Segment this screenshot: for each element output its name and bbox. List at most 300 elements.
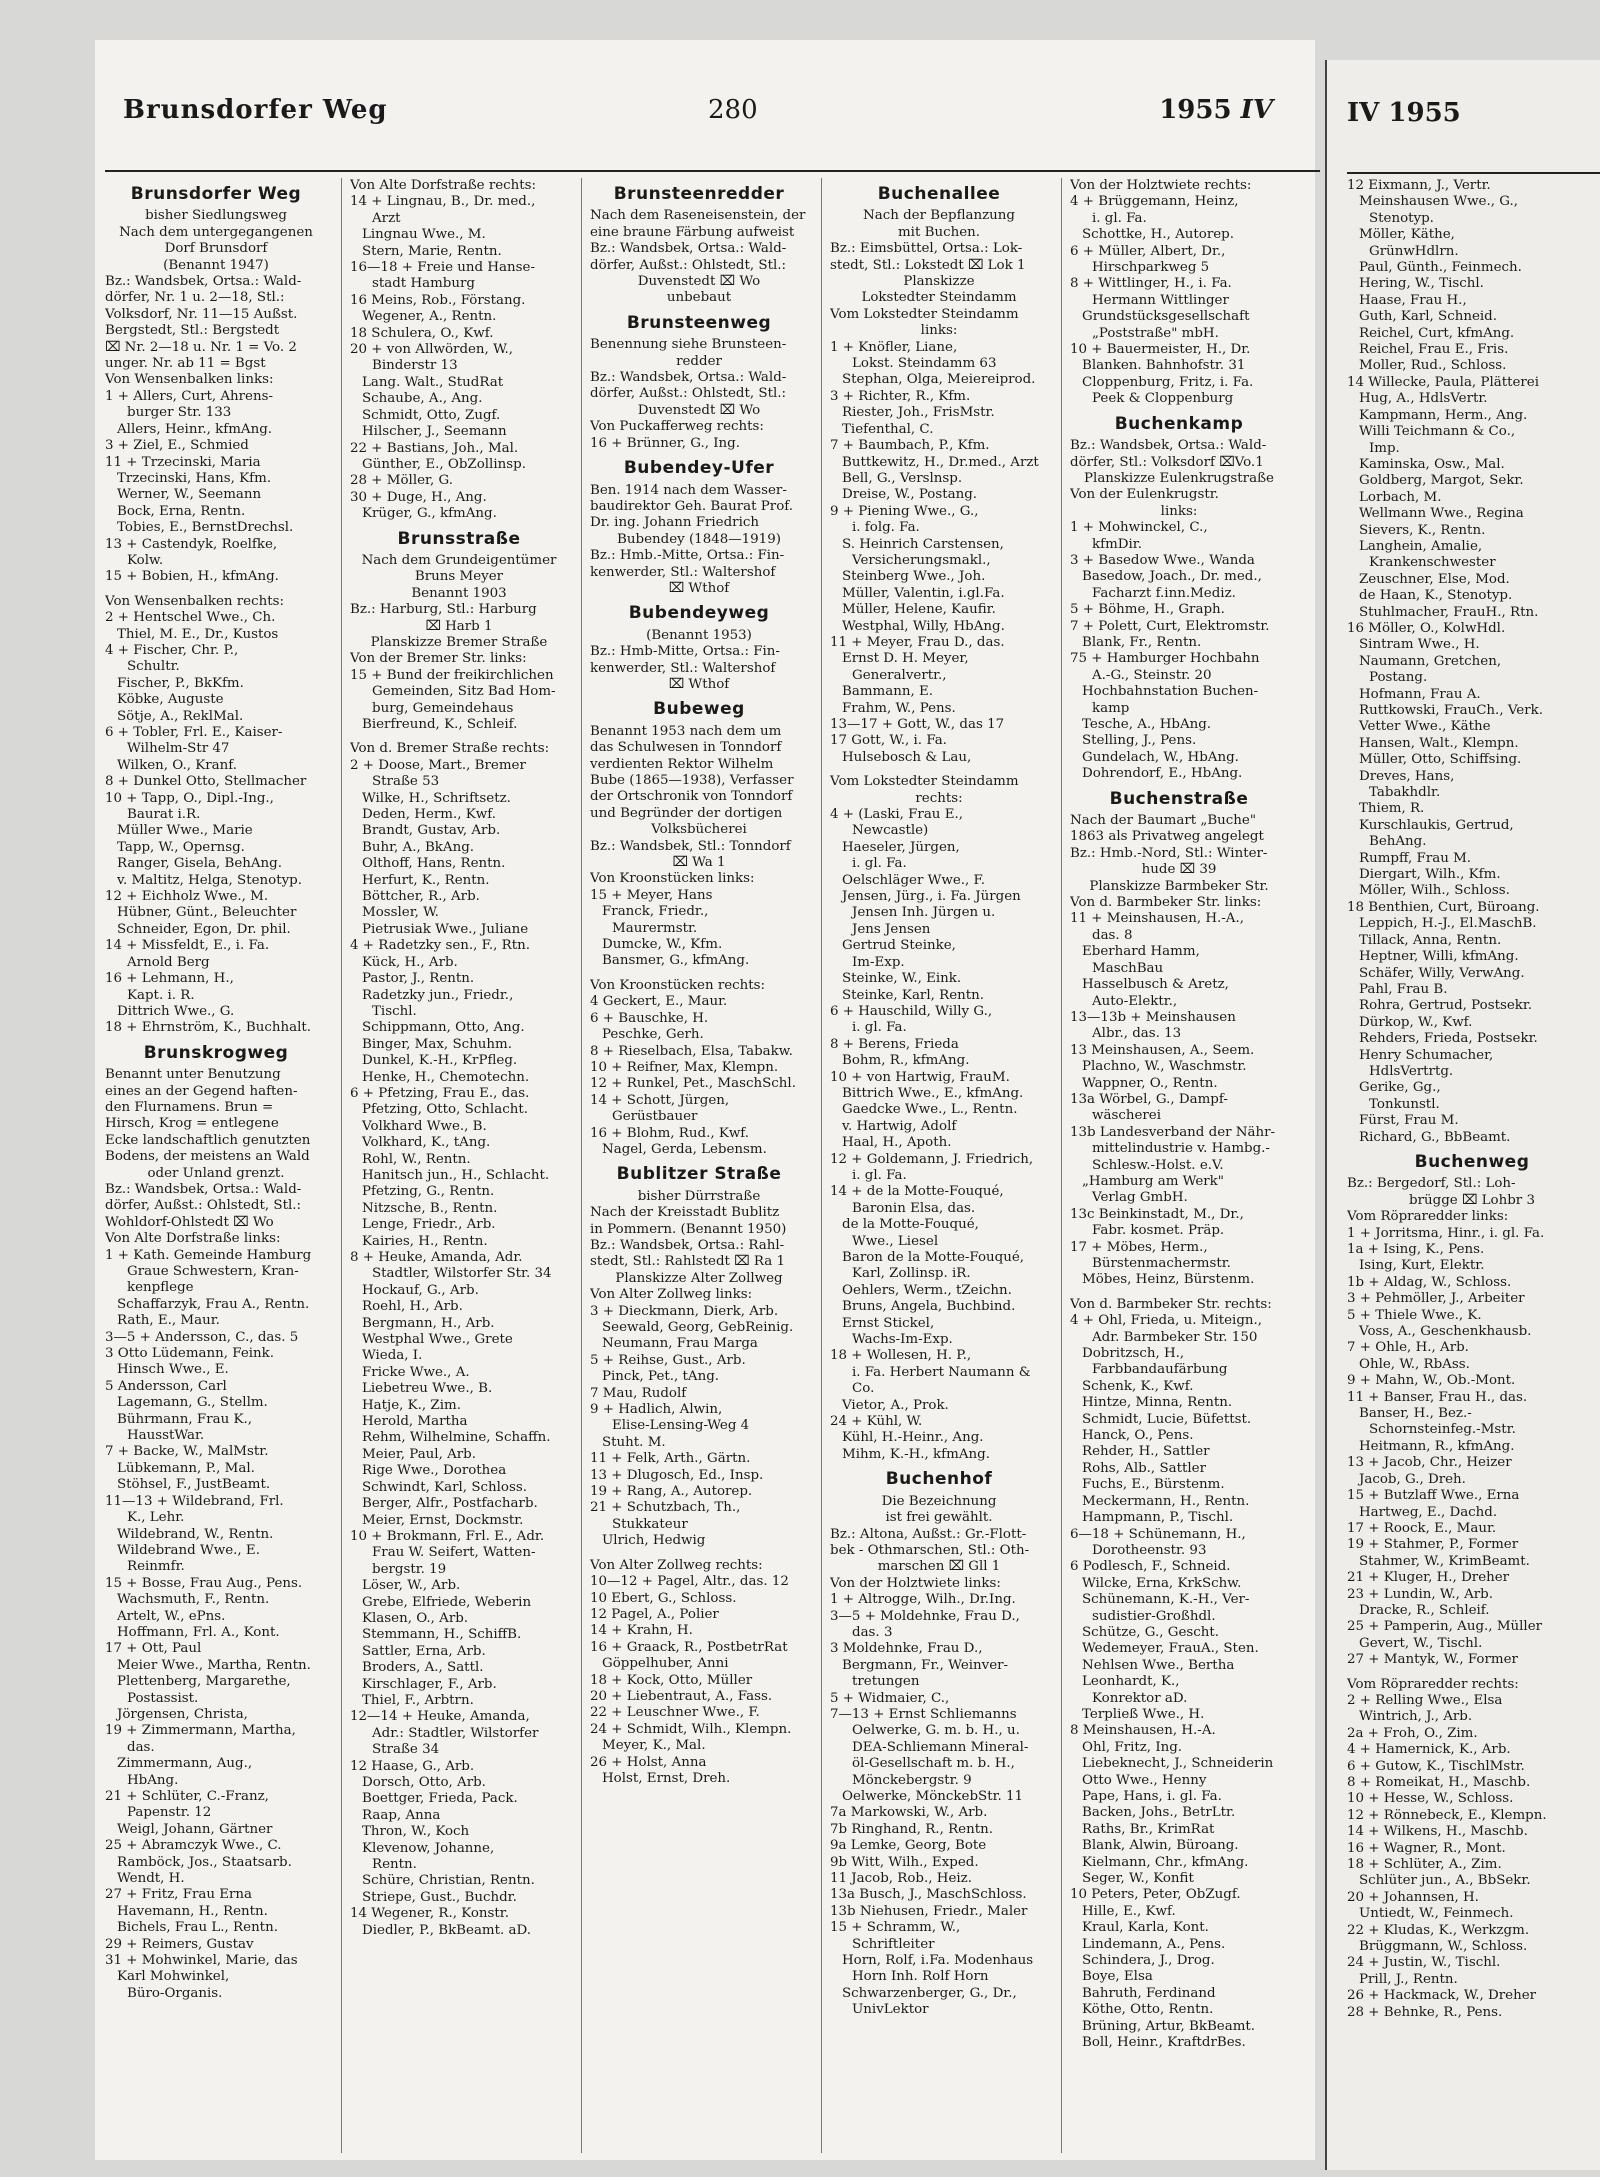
- directory-entry: das.: [127, 1739, 155, 1755]
- street-note: links:: [1160, 503, 1198, 519]
- directory-entry: Stöhsel, F., JustBeamt.: [117, 1477, 271, 1493]
- directory-entry: Schornsteinfeg.-Mstr.: [1369, 1422, 1516, 1438]
- directory-entry: 19 + Stahmer, P., Former: [1347, 1537, 1519, 1553]
- directory-entry: Von Alter Zollweg links:: [590, 1287, 753, 1303]
- directory-entry: Meier, Ernst, Dockmstr.: [362, 1512, 524, 1528]
- directory-entry: 5 + Thiele Wwe., K.: [1347, 1307, 1482, 1323]
- directory-entry: Schlüter jun., A., BbSekr.: [1359, 1873, 1531, 1889]
- directory-entry: Schütze, G., Gescht.: [1082, 1624, 1220, 1640]
- directory-entry: Hatje, K., Zim.: [362, 1397, 461, 1413]
- directory-entry: 9a Lemke, Georg, Bote: [830, 1838, 987, 1854]
- directory-entry: 15 + Bobien, H., kfmAng.: [105, 569, 279, 585]
- directory-entry: Vom Röpraredder rechts:: [1347, 1676, 1519, 1692]
- column-3: [581, 178, 808, 2153]
- directory-entry: Westphal, Willy, HbAng.: [842, 618, 1005, 634]
- directory-entry: Karl, Zollinsp. iR.: [852, 1266, 971, 1282]
- directory-entry: 7b Ringhand, R., Rentn.: [830, 1821, 993, 1837]
- directory-entry: Ben. 1914 nach dem Wasser-: [590, 482, 787, 498]
- directory-entry: Oehlers, Werm., tZeichn.: [842, 1282, 1012, 1298]
- street-note: Planskizze Alter Zollweg: [615, 1270, 783, 1286]
- directory-entry: 31 + Mohwinkel, Marie, das: [105, 1953, 298, 1969]
- directory-entry: Von Alte Dorfstraße rechts:: [350, 178, 537, 193]
- directory-entry: Wintrich, J., Arb.: [1359, 1709, 1473, 1725]
- directory-entry: öl-Gesellschaft m. b. H.,: [852, 1756, 1015, 1772]
- directory-entry: Gevert, W., Tischl.: [1359, 1635, 1483, 1651]
- directory-entry: Günther, E., ObZollinsp.: [362, 456, 526, 472]
- directory-entry: 9 + Piening Wwe., G.,: [830, 503, 979, 519]
- directory-entry: kenwerder, Stl.: Waltershof: [590, 660, 776, 676]
- directory-entry: Rehder, H., Sattler: [1082, 1444, 1210, 1460]
- street-heading: Buchenweg: [1414, 1151, 1530, 1172]
- directory-entry: 9b Witt, Wilh., Exped.: [830, 1854, 979, 1870]
- directory-entry: Hille, E., Kwf.: [1082, 1903, 1176, 1919]
- street-note: bisher Dürrstraße: [637, 1188, 761, 1204]
- street-note: Planskizze Barmbeker Str.: [1089, 878, 1269, 894]
- directory-entry: 4 Geckert, E., Maur.: [590, 994, 728, 1010]
- directory-entry: Pastor, J., Rentn.: [362, 971, 475, 987]
- street-note: ist frei gewählt.: [885, 1510, 993, 1526]
- directory-entry: 15 + Meyer, Hans: [590, 887, 713, 903]
- directory-entry: de la Motte-Fouqué,: [842, 1217, 979, 1233]
- directory-entry: 7 + Baumbach, P., Kfm.: [830, 438, 990, 454]
- directory-entry: Guth, Karl, Schneid.: [1359, 309, 1497, 325]
- spacer: [1070, 1289, 1288, 1297]
- directory-entry: 1863 als Privatweg angelegt: [1070, 829, 1264, 845]
- directory-entry: dörfer, Außst.: Ohlstedt, Stl.:: [590, 386, 787, 402]
- directory-entry: Ramböck, Jos., Staatsarb.: [117, 1854, 292, 1870]
- directory-entry: 21 + Kluger, H., Dreher: [1347, 1570, 1510, 1586]
- directory-entry: Moller, Rud., Schloss.: [1359, 358, 1507, 374]
- directory-entry: das Schulwesen in Tonndorf: [590, 740, 782, 756]
- directory-entry: Havemann, H., Rentn.: [117, 1903, 268, 1919]
- directory-entry: i. Fa. Herbert Naumann &: [852, 1364, 1031, 1380]
- directory-entry: Rath, E., Maur.: [117, 1313, 220, 1329]
- directory-entry: 17 + Möbes, Herm.,: [1070, 1239, 1208, 1255]
- directory-entry: Arnold Berg: [127, 954, 210, 970]
- directory-entry: Ernst Stickel,: [842, 1315, 935, 1331]
- directory-entry: das. 8: [1092, 927, 1133, 943]
- street-note: Planskizze: [903, 274, 975, 290]
- directory-entry: Adr.: Stadtler, Wilstorfer: [372, 1725, 539, 1741]
- directory-entry: Stadtler, Wilstorfer Str. 34: [372, 1266, 552, 1282]
- directory-entry: Blanken. Bahnhofstr. 31: [1082, 358, 1246, 374]
- directory-entry: Blank, Alwin, Büroang.: [1082, 1838, 1239, 1854]
- directory-entry: Werner, W., Seemann: [117, 487, 262, 503]
- directory-entry: HausstWar.: [127, 1428, 205, 1444]
- directory-entry: Peek & Cloppenburg: [1092, 391, 1234, 407]
- header-rule: [105, 170, 1320, 172]
- directory-entry: 23 + Lundin, W., Arb.: [1347, 1586, 1493, 1602]
- directory-entry: 14 + Missfeldt, E., i. Fa.: [105, 938, 270, 954]
- directory-entry: 30 + Duge, H., Ang.: [350, 489, 487, 505]
- street-heading: Brunskrogweg: [143, 1042, 289, 1063]
- directory-entry: Raap, Anna: [362, 1807, 441, 1823]
- directory-entry: Eberhard Hamm,: [1082, 944, 1200, 960]
- street-note: Planskizze Bremer Straße: [370, 634, 548, 650]
- directory-entry: Verlag GmbH.: [1092, 1190, 1188, 1206]
- directory-entry: Bruns, Angela, Buchbind.: [842, 1299, 1016, 1315]
- directory-entry: Rige Wwe., Dorothea: [362, 1463, 507, 1479]
- directory-entry: Baurat i.R.: [127, 807, 201, 823]
- directory-entry: „Poststraße" mbH.: [1092, 325, 1219, 341]
- directory-entry: Köbke, Auguste: [117, 692, 224, 708]
- directory-entry: Pape, Hans, i. gl. Fa.: [1082, 1789, 1222, 1804]
- street-heading: Bubeweg: [653, 699, 745, 720]
- directory-entry: 4 + Brüggemann, Heinz,: [1070, 194, 1239, 210]
- directory-entry: Tobies, E., BernstDrechsl.: [117, 520, 294, 536]
- directory-entry: Lingnau Wwe., M.: [362, 227, 486, 243]
- directory-entry: Henry Schumacher,: [1359, 1047, 1494, 1063]
- directory-entry: Naumann, Gretchen,: [1359, 653, 1502, 669]
- directory-entry: Bittrich Wwe., E., kfmAng.: [842, 1085, 1024, 1101]
- directory-entry: Schmidt, Otto, Zugf.: [362, 407, 501, 423]
- directory-entry: Schaube, A., Ang.: [362, 391, 483, 407]
- directory-entry: Binderstr 13: [372, 358, 458, 374]
- directory-entry: Zeuschner, Else, Mod.: [1359, 571, 1510, 587]
- directory-entry: Hulsebosch & Lau,: [842, 749, 972, 765]
- directory-entry: Schlesw.-Holst. e.V.: [1092, 1157, 1224, 1173]
- directory-entry: Müller, Valentin, i.gl.Fa.: [842, 585, 1005, 601]
- directory-entry: Postang.: [1369, 670, 1428, 686]
- directory-entry: dörfer, Außst.: Ohlstedt, Stl.:: [105, 1198, 302, 1214]
- street-note: Volksbücherei: [651, 822, 747, 838]
- directory-entry: kamp: [1092, 700, 1130, 716]
- street-note: (Benannt 1947): [163, 257, 269, 273]
- directory-entry: Dr. ing. Johann Friedrich: [590, 515, 759, 531]
- directory-entry: Thron, W., Koch: [362, 1824, 470, 1840]
- directory-entry: Baron de la Motte-Fouqué,: [842, 1250, 1025, 1265]
- directory-entry: Blank, Fr., Rentn.: [1082, 634, 1202, 650]
- directory-entry: Fürst, Frau M.: [1359, 1113, 1459, 1129]
- directory-entry: Newcastle): [852, 823, 929, 839]
- street-note: Benannt 1903: [411, 585, 507, 601]
- directory-entry: Kapt. i. R.: [127, 987, 195, 1003]
- directory-entry: Terpließ Wwe., H.: [1082, 1706, 1205, 1722]
- directory-entry: Diedler, P., BkBeamt. aD.: [362, 1922, 532, 1938]
- directory-entry: 18 + Kock, Otto, Müller: [590, 1672, 753, 1688]
- directory-entry: Hermann Wittlinger: [1092, 292, 1229, 308]
- directory-entry: Gaedcke Wwe., L., Rentn.: [842, 1102, 1018, 1118]
- directory-entry: Vetter Wwe., Käthe: [1359, 719, 1491, 735]
- directory-entry: Pfetzing, G., Rentn.: [362, 1184, 495, 1200]
- directory-entry: 6 + Hauschild, Willy G.,: [830, 1003, 993, 1019]
- directory-entry: Lindemann, A., Pens.: [1082, 1936, 1226, 1952]
- directory-entry: der Ortschronik von Tonndorf: [590, 789, 793, 805]
- directory-entry: 11 + Banser, Frau H., das.: [1347, 1389, 1528, 1405]
- directory-entry: Hofmann, Frau A.: [1359, 686, 1481, 702]
- directory-entry: 2 + Relling Wwe., Elsa: [1347, 1692, 1503, 1708]
- directory-entry: Meier, Paul, Arb.: [362, 1446, 476, 1462]
- directory-entry: Von der Holztwiete links:: [830, 1575, 1001, 1591]
- directory-entry: Ernst D. H. Meyer,: [842, 651, 969, 667]
- directory-entry: 17 Gott, W., i. Fa.: [830, 733, 947, 749]
- directory-entry: Von Kroonstücken links:: [590, 871, 755, 887]
- directory-entry: 20 + von Allwörden, W.,: [350, 342, 514, 358]
- directory-entry: Adr. Barmbeker Str. 150: [1092, 1329, 1258, 1345]
- directory-entry: Fischer, P., BkKfm.: [117, 675, 244, 691]
- directory-entry: Löser, W., Arb.: [362, 1578, 461, 1594]
- directory-entry: 22 + Bastians, Joh., Mal.: [350, 440, 519, 456]
- directory-entry: Brandt, Gustav, Arb.: [362, 823, 501, 839]
- directory-entry: kenpflege: [127, 1280, 194, 1296]
- directory-entry: 13 + Jacob, Chr., Heizer: [1347, 1455, 1512, 1471]
- street-note: Die Bezeichnung: [881, 1493, 997, 1509]
- directory-entry: Wilken, O., Kranf.: [117, 757, 237, 773]
- directory-entry: Tiefenthal, C.: [842, 421, 934, 437]
- directory-entry: 18 Schulera, O., Kwf.: [350, 325, 494, 341]
- directory-entry: HbAng.: [127, 1772, 179, 1788]
- directory-entry: ⌧ Nr. 2—18 u. Nr. 1 = Vo. 2: [105, 339, 297, 355]
- directory-entry: Ohl, Fritz, Ing.: [1082, 1739, 1183, 1755]
- directory-entry: Gerüstbauer: [612, 1109, 698, 1125]
- directory-entry: 4 + Hamernick, K., Arb.: [1347, 1742, 1511, 1758]
- directory-entry: 11 + Meinshausen, H.-A.,: [1070, 911, 1244, 927]
- directory-entry: Hug, A., HdlsVertr.: [1359, 391, 1488, 407]
- directory-entry: Wilcke, Erna, KrkSchw.: [1082, 1575, 1242, 1591]
- directory-entry: Papenstr. 12: [127, 1805, 212, 1821]
- directory-entry: Hochbahnstation Buchen-: [1082, 684, 1259, 700]
- directory-entry: Oelschläger Wwe., F.: [842, 872, 985, 888]
- directory-entry: dörfer, Stl.: Volksdorf ⌧Vo.1: [1070, 454, 1264, 470]
- street-note: redder: [676, 353, 722, 369]
- directory-entry: Tesche, A., HbAng.: [1082, 717, 1212, 732]
- directory-entry: Benennung siehe Brunsteen-: [590, 337, 787, 353]
- directory-entry: Reinmfr.: [127, 1559, 185, 1575]
- directory-entry: Nach dem Raseneisenstein, der: [590, 208, 806, 224]
- directory-entry: Hampmann, P., Tischl.: [1082, 1510, 1234, 1526]
- directory-entry: Hoffmann, Frl. A., Kont.: [117, 1624, 280, 1640]
- directory-entry: 1a + Ising, K., Pens.: [1347, 1242, 1485, 1257]
- directory-entry: Stukkateur: [612, 1516, 688, 1532]
- street-note: Duvenstedt ⌧ Wo: [637, 402, 761, 418]
- directory-entry: Von Kroonstücken rechts:: [590, 977, 766, 993]
- directory-entry: Bz.: Harburg, Stl.: Harburg: [350, 602, 537, 618]
- directory-entry: Haase, Frau H.,: [1359, 292, 1467, 308]
- directory-entry: Bührmann, Frau K.,: [117, 1411, 253, 1427]
- column-5: [1061, 178, 1288, 2153]
- street-note: Bubendey (1848—1919): [617, 531, 781, 547]
- directory-entry: Oelwerke, MönckebStr. 11: [842, 1789, 1024, 1804]
- directory-entry: sudistier-Großhdl.: [1092, 1608, 1216, 1624]
- directory-entry: Göppelhuber, Anni: [602, 1656, 729, 1672]
- directory-entry: 16 + Brünner, G., Ing.: [590, 435, 740, 451]
- directory-entry: Reichel, Frau E., Fris.: [1359, 342, 1509, 358]
- directory-entry: Stahmer, W., KrimBeamt.: [1359, 1553, 1530, 1569]
- directory-entry: das. 3: [852, 1624, 893, 1640]
- street-note: bisher Siedlungsweg: [145, 208, 287, 224]
- directory-entry: 1 + Altrogge, Wilh., Dr.Ing.: [830, 1592, 1016, 1608]
- directory-entry: Gemeinden, Sitz Bad Hom-: [372, 684, 556, 700]
- directory-entry: Hirschparkweg 5: [1092, 260, 1210, 276]
- directory-entry: Bz.: Wandsbek, Ortsa.: Wald-: [590, 370, 787, 386]
- directory-entry: Broders, A., Sattl.: [362, 1660, 484, 1676]
- directory-entry: Bodens, der meistens an Wald: [105, 1149, 310, 1165]
- directory-entry: Pietrusiak Wwe., Juliane: [362, 921, 529, 937]
- directory-entry: 6—18 + Schünemann, H.,: [1070, 1526, 1246, 1542]
- directory-entry: burger Str. 133: [127, 405, 232, 421]
- directory-entry: Möller, Käthe,: [1359, 227, 1455, 243]
- directory-entry: Grebe, Elfriede, Weberin: [362, 1594, 532, 1610]
- directory-entry: 8 + Rieselbach, Elsa, Tabakw.: [590, 1043, 793, 1059]
- directory-entry: Jensen Inh. Jürgen u.: [852, 905, 996, 921]
- directory-entry: Bahruth, Ferdinand: [1082, 1985, 1216, 2001]
- directory-entry: Schneider, Egon, Dr. phil.: [117, 921, 291, 937]
- directory-entry: stadt Hamburg: [372, 276, 475, 292]
- directory-entry: 14 + Krahn, H.: [590, 1623, 693, 1639]
- directory-entry: Prill, J., Rentn.: [1359, 1971, 1458, 1987]
- directory-entry: 27 + Fritz, Frau Erna: [105, 1887, 253, 1903]
- directory-entry: Maurermstr.: [612, 920, 698, 936]
- directory-entry: 15 + Schramm, W.,: [830, 1920, 961, 1936]
- column-4: [821, 178, 1048, 2153]
- directory-entry: Rentn.: [372, 1857, 417, 1873]
- directory-entry: Vom Lokstedter Steindamm: [830, 774, 1019, 790]
- directory-entry: 1 + Jorritsma, Hinr., i. gl. Fa.: [1347, 1225, 1545, 1241]
- directory-entry: Langhein, Amalie,: [1359, 538, 1483, 554]
- directory-entry: stedt, Stl.: Lokstedt ⌧ Lok 1: [830, 257, 1026, 273]
- directory-entry: Leppich, H.-J., El.MaschB.: [1359, 916, 1537, 932]
- directory-entry: Leonhardt, K.,: [1082, 1674, 1180, 1690]
- directory-entry: Sötje, A., ReklMal.: [117, 708, 244, 724]
- directory-entry: Pahl, Frau B.: [1359, 981, 1448, 997]
- directory-entry: Schwindt, Karl, Schloss.: [362, 1479, 527, 1495]
- directory-entry: Berger, Alfr., Postfacharb.: [362, 1496, 538, 1512]
- directory-entry: Artelt, W., ePns.: [117, 1608, 226, 1624]
- street-note: Nach dem Grundeigentümer: [361, 552, 557, 568]
- directory-entry: Reichel, Curt, kfmAng.: [1359, 325, 1515, 341]
- directory-entry: BehAng.: [1369, 834, 1427, 850]
- right-column: [1347, 178, 1597, 2153]
- directory-entry: Bz.: Hmb.-Nord, Stl.: Winter-: [1070, 845, 1268, 861]
- directory-entry: Facharzt f.inn.Mediz.: [1092, 585, 1236, 601]
- street-note: Nach der Bepflanzung: [863, 208, 1015, 224]
- directory-entry: 11 + Trzecinski, Maria: [105, 454, 261, 470]
- directory-entry: Mihm, K.-H., kfmAng.: [842, 1446, 990, 1462]
- directory-entry: Steinberg Wwe., Joh.: [842, 569, 986, 585]
- directory-entry: i. folg. Fa.: [852, 520, 920, 536]
- directory-entry: 5 + Reihse, Gust., Arb.: [590, 1352, 746, 1368]
- directory-entry: Gundelach, W., HbAng.: [1082, 749, 1239, 765]
- street-heading: Brunsteenweg: [626, 312, 772, 333]
- directory-entry: 6 + Pfetzing, Frau E., das.: [350, 1085, 530, 1101]
- directory-entry: 7a Markowski, W., Arb.: [830, 1805, 988, 1821]
- directory-entry: 1 + Mohwinckel, C.,: [1070, 520, 1208, 536]
- directory-entry: 25 + Abramczyk Wwe., C.: [105, 1838, 282, 1854]
- directory-entry: Mossler, W.: [362, 905, 439, 921]
- directory-entry: Bz.: Altona, Außst.: Gr.-Flott-: [830, 1526, 1027, 1542]
- directory-entry: Dobritzsch, H.,: [1082, 1346, 1185, 1362]
- directory-entry: 24 + Schmidt, Wilh., Klempn.: [590, 1721, 792, 1737]
- directory-entry: 3 + Ziel, E., Schmied: [105, 438, 249, 454]
- directory-entry: Bohm, R., kfmAng.: [842, 1053, 970, 1069]
- directory-entry: i. gl. Fa.: [852, 856, 907, 872]
- directory-entry: Meckermann, H., Rentn.: [1082, 1493, 1250, 1509]
- directory-entry: Bürstenmachermstr.: [1092, 1256, 1231, 1271]
- directory-entry: verdienten Rektor Wilhelm: [590, 756, 774, 772]
- directory-entry: 28 + Behnke, R., Pens.: [1347, 2004, 1503, 2020]
- directory-entry: Bz.: Wandsbek, Ortsa.: Wald-: [105, 1181, 302, 1197]
- directory-entry: Bz.: Wandsbek, Ortsa.: Wald-: [1070, 438, 1267, 454]
- directory-entry: Von der Holztwiete rechts:: [1070, 178, 1252, 193]
- directory-entry: 22 + Leuschner Wwe., F.: [590, 1705, 760, 1721]
- directory-entry: 8 Meinshausen, H.-A.: [1070, 1723, 1216, 1739]
- directory-entry: 10 + Brokmann, Frl. E., Adr.: [350, 1528, 545, 1544]
- year-volume: 1955 IV: [1159, 95, 1273, 125]
- directory-entry: Büro-Organis.: [127, 1985, 223, 2001]
- directory-entry: 4 + Ohl, Frieda, u. Miteign.,: [1070, 1313, 1263, 1329]
- directory-entry: Dunkel, K.-H., KrPfleg.: [362, 1053, 518, 1069]
- directory-entry: Von Alte Dorfstraße links:: [105, 1231, 281, 1247]
- directory-entry: 7—13 + Ernst Schliemanns: [830, 1706, 1017, 1722]
- directory-entry: Kairies, H., Rentn.: [362, 1233, 488, 1249]
- street-note: rechts:: [915, 790, 963, 806]
- directory-entry: 5 + Widmaier, C.,: [830, 1690, 950, 1706]
- directory-entry: 12 Pagel, A., Polier: [590, 1606, 719, 1622]
- directory-entry: 6 + Tobler, Frl. E., Kaiser-: [105, 725, 283, 740]
- directory-entry: Rehders, Frieda, Postsekr.: [1359, 1031, 1538, 1047]
- directory-entry: Goldberg, Margot, Sekr.: [1359, 473, 1524, 489]
- directory-entry: 3 + Richter, R., Kfm.: [830, 388, 971, 404]
- directory-entry: 6 Podlesch, F., Schneid.: [1070, 1559, 1231, 1575]
- directory-entry: 14 Wegener, R., Konstr.: [350, 1906, 509, 1922]
- directory-entry: 3—5 + Andersson, C., das. 5: [105, 1329, 299, 1345]
- directory-entry: 19 + Zimmermann, Martha,: [105, 1723, 296, 1739]
- directory-entry: Rumpff, Frau M.: [1359, 850, 1472, 866]
- directory-entry: Schäfer, Willy, VerwAng.: [1359, 965, 1525, 981]
- directory-entry: Stemmann, H., SchiffB.: [362, 1627, 522, 1643]
- directory-entry: Fricke Wwe., A.: [362, 1364, 470, 1380]
- directory-entry: Heptner, Willi, kfmAng.: [1359, 949, 1519, 965]
- directory-entry: Jacob, G., Dreh.: [1359, 1471, 1466, 1487]
- page-number: 280: [708, 95, 758, 125]
- directory-entry: baudirektor Geh. Baurat Prof.: [590, 498, 794, 514]
- directory-entry: Jörgensen, Christa,: [117, 1706, 248, 1722]
- directory-entry: eines an der Gegend haften-: [105, 1083, 298, 1099]
- directory-entry: Schüre, Christian, Rentn.: [362, 1873, 535, 1889]
- directory-entry: 1 + Kath. Gemeinde Hamburg: [105, 1247, 312, 1263]
- directory-entry: Rohra, Gertrud, Postsekr.: [1359, 998, 1533, 1014]
- directory-entry: Rehm, Wilhelmine, Schaffn.: [362, 1430, 551, 1446]
- directory-entry: 16 Möller, O., KolwHdl.: [1347, 620, 1506, 636]
- directory-entry: 11—13 + Wildebrand, Frl.: [105, 1493, 284, 1509]
- directory-entry: Fuchs, E., Bürstenm.: [1082, 1477, 1225, 1493]
- directory-entry: 7 + Backe, W., MalMstr.: [105, 1444, 269, 1460]
- directory-entry: Rohs, Alb., Sattler: [1082, 1460, 1206, 1476]
- page-header: [123, 95, 1303, 135]
- directory-entry: 9 + Hadlich, Alwin,: [590, 1402, 723, 1418]
- directory-entry: Haal, H., Apoth.: [842, 1135, 952, 1151]
- directory-entry: Arzt: [372, 210, 401, 226]
- directory-entry: Möller, Wilh., Schloss.: [1359, 883, 1510, 899]
- directory-entry: 19 + Rang, A., Autorep.: [590, 1484, 753, 1500]
- directory-entry: de Haan, K., Stenotyp.: [1359, 588, 1513, 604]
- directory-entry: mittelindustrie v. Hambg.-: [1092, 1141, 1270, 1157]
- directory-entry: 13 Meinshausen, A., Seem.: [1070, 1042, 1255, 1058]
- directory-entry: Volksdorf, Nr. 11—15 Außst.: [105, 306, 298, 322]
- directory-entry: Generalvertr.,: [852, 667, 947, 683]
- directory-entry: Schottke, H., Autorep.: [1082, 227, 1235, 243]
- directory-entry: Versicherungsmakl.,: [852, 552, 991, 568]
- directory-entry: Striepe, Gust., Buchdr.: [362, 1889, 517, 1905]
- directory-entry: Nitzsche, B., Rentn.: [362, 1200, 498, 1216]
- column-1: [105, 178, 327, 2153]
- directory-entry: Buhr, A., BkAng.: [362, 839, 475, 855]
- directory-entry: 12 Haase, G., Arb.: [350, 1758, 475, 1774]
- directory-entry: Straße 53: [372, 774, 440, 790]
- directory-entry: 10—12 + Pagel, Altr., das. 12: [590, 1574, 789, 1590]
- directory-entry: 5 + Böhme, H., Graph.: [1070, 602, 1225, 618]
- directory-entry: Klevenow, Johanne,: [362, 1840, 495, 1856]
